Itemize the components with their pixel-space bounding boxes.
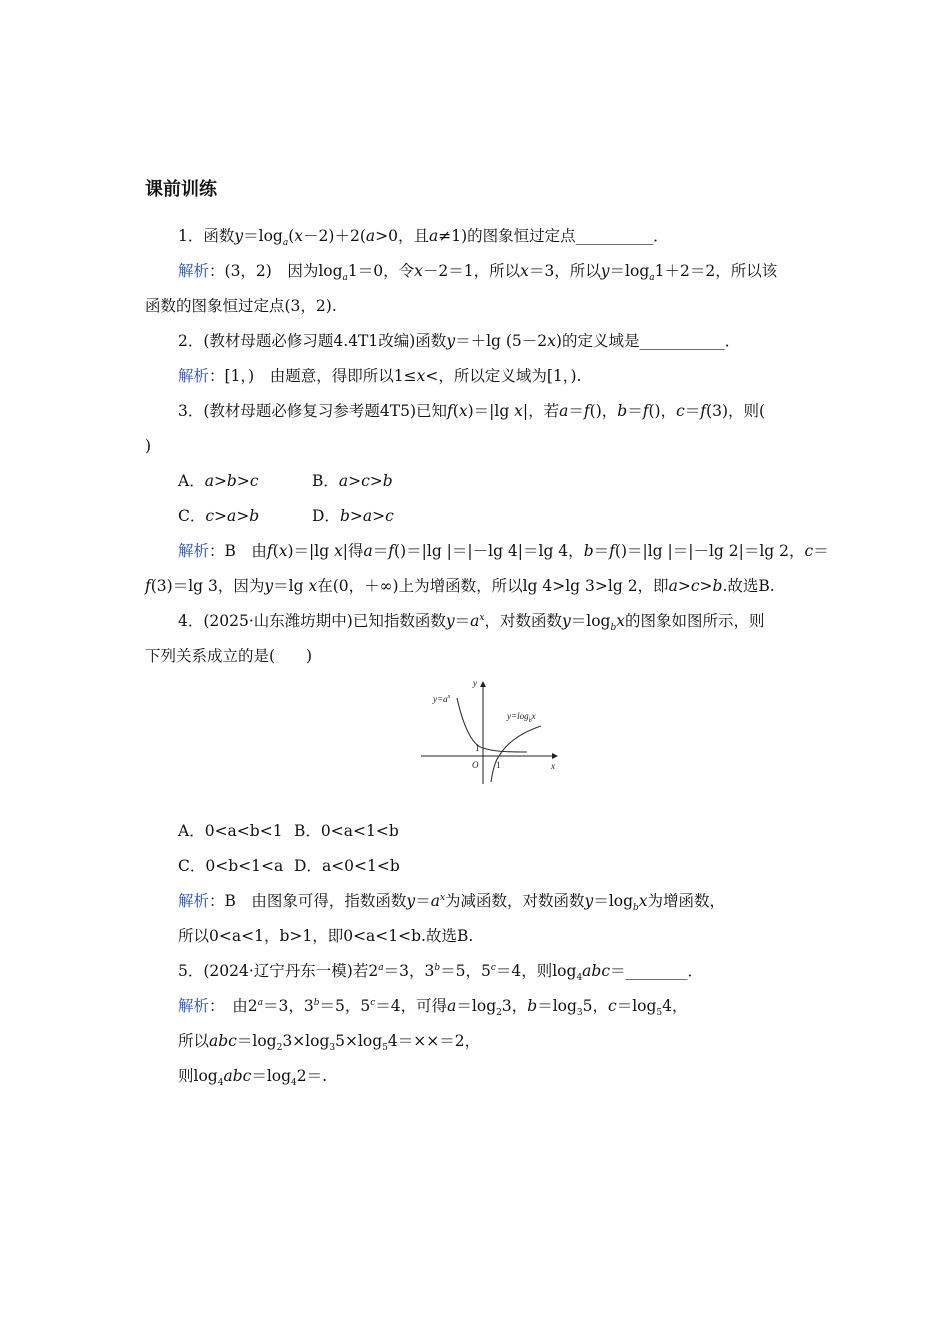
- jiexi-label: 解析: [178, 262, 210, 280]
- q3-options-row2: [145, 499, 807, 534]
- q4-option-b[interactable]: B．0<a<1<b: [294, 822, 399, 840]
- q3-solution-cont: f(3)＝lg 3，因为y＝lg x在(0，＋∞)上为增函数，所以lg 4>lg 3>lg 2，即a>c>b.故选B.: [145, 577, 775, 595]
- q1-solution: 解析：(3，2) 因为$\log_a1=0$，令x－2＝1，所以x＝3，所以$y=\log_a1+2=2$，所以该: [178, 262, 778, 284]
- jiexi-label: 解析: [178, 367, 210, 385]
- q4-stem: 4．(2025·山东潍坊期中)已知指数函数$y=a^x$，对数函数$y=\log_bx$的图象如图所示，则: [178, 612, 765, 634]
- log-label: $y=\log_bx$: [507, 711, 536, 724]
- q4-option-a[interactable]: A．0<a<b<1: [178, 822, 283, 840]
- q4-graph-figure: [145, 674, 807, 814]
- q3-option-a[interactable]: A．a>b>c: [178, 472, 259, 490]
- q2-solution: 解析：[1，) 由题意，得即所以1≤x<，所以定义域为[1，).: [178, 367, 582, 385]
- log-curve: [491, 726, 541, 782]
- q4-option-c[interactable]: C．0<b<1<a: [178, 857, 284, 875]
- jiexi-label: 解析: [178, 542, 210, 560]
- q3-solution: 解析：B 由f(x)＝|lg x|得a＝f()＝|lg |＝|－lg 4|＝lg 4，b＝f()＝|lg |＝|－lg 2|＝lg 2，c＝: [178, 542, 829, 560]
- q4-options-row1: [145, 814, 807, 849]
- jiexi-label: 解析: [178, 997, 210, 1015]
- q3-stem-cont: ): [145, 437, 152, 455]
- q5-stem: 5．(2024·辽宁丹东一模)若$2^a=3$，$3^b=5$，$5^c=4$，则$\log_4abc=\_\_\_\_\_\_\_\_$．: [178, 962, 704, 984]
- q3-options-row1: [145, 464, 807, 499]
- q1-stem: 1．函数$y=\log_a(x-2)+2(a>0$，且a≠1)的图象恒过定点__________．: [178, 227, 669, 249]
- q4-stem-cont: 下列关系成立的是( ): [145, 647, 313, 665]
- q4-options-row2: [145, 849, 807, 884]
- axis-x-label: x: [551, 761, 555, 771]
- q3-option-c[interactable]: C．c>a>b: [178, 507, 260, 525]
- tick-x-one: 1: [496, 760, 501, 770]
- jiexi-label: 解析: [178, 892, 210, 910]
- q1-solution-cont: 函数的图象恒过定点(3，2).: [145, 297, 337, 315]
- exp-curve: [457, 698, 527, 752]
- q4-graph: [417, 676, 567, 788]
- axis-y-label: y: [473, 678, 477, 688]
- q4-option-d[interactable]: D．a<0<1<b: [294, 857, 400, 875]
- q5-solution: 解析： 由$2^a=3$，$3^b=5$，$5^c=4$，可得$a=\log_23$，$b=\log_35$，$c=\log_54$，: [178, 997, 688, 1019]
- origin-label: O: [472, 760, 479, 770]
- q2-stem: 2．(教材母题必修习题4.4T1改编)函数y＝＋lg (5－2x)的定义域是___________．: [178, 332, 741, 350]
- q3-stem: 3．(教材母题必修复习参考题4T5)已知f(x)＝|lg x|，若a＝f()，b＝f()，c＝f(3)，则(: [178, 402, 766, 420]
- q3-option-b[interactable]: B．a>c>b: [312, 472, 393, 490]
- document-page: [145, 175, 829, 1094]
- tick-y-one: 1: [475, 743, 480, 753]
- q4-solution-cont: 所以0<a<1，b>1，即0<a<1<b.故选B.: [178, 927, 474, 945]
- q5-solution-line2: 所以$abc=\log_23\times\log_35\times\log_54=\times\times=2$，: [178, 1032, 481, 1054]
- section-title: 课前训练: [145, 179, 217, 200]
- exp-label: $y=a^x$: [433, 694, 451, 704]
- q4-solution: 解析：B 由图象可得，指数函数$y=a^x$为减函数，对数函数$y=\log_bx$为增函数，: [178, 892, 726, 914]
- q3-option-d[interactable]: D．b>a>c: [312, 507, 394, 525]
- q5-solution-line3: 则$\log_4abc=\log_42=$.: [178, 1067, 328, 1089]
